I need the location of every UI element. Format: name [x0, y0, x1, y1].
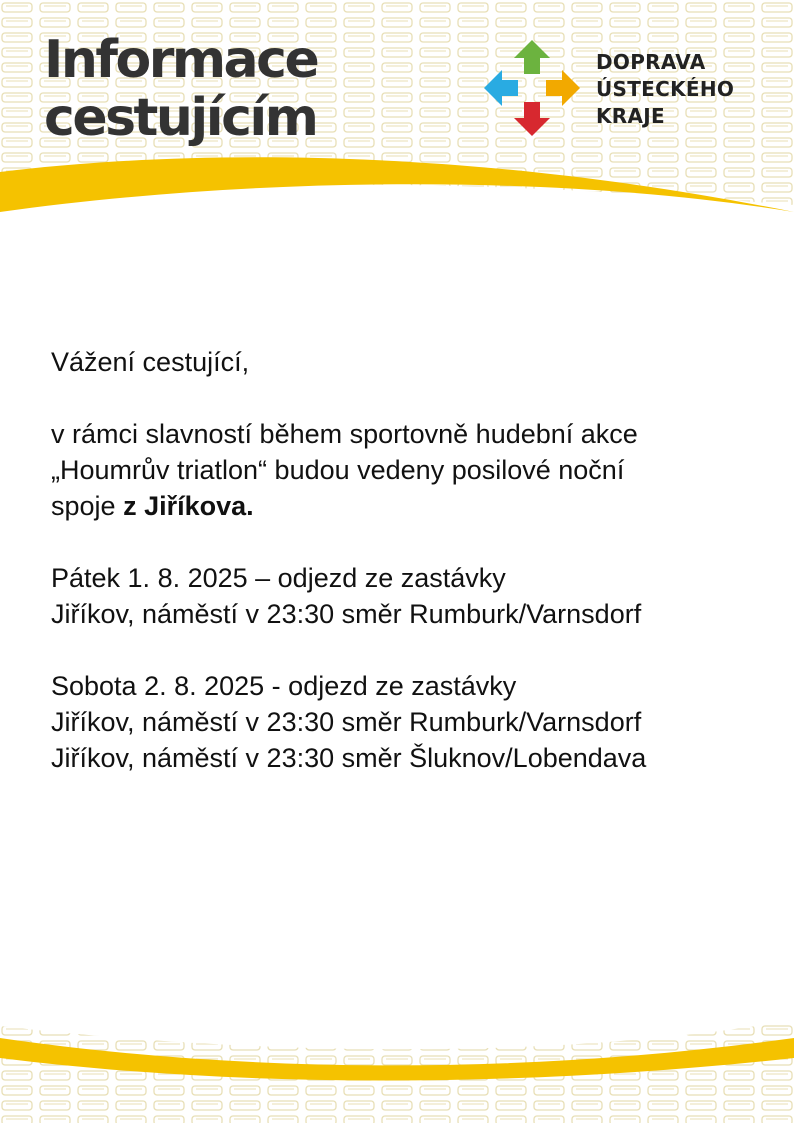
saturday-departure-2: Jiříkov, náměstí v 23:30 směr Šluknov/Lobendava — [51, 743, 647, 773]
intro-line-1: v rámci slavností během sportovně hudební akce — [51, 419, 638, 449]
friday-heading: Pátek 1. 8. 2025 – odjezd ze zastávky — [51, 563, 506, 593]
intro-line-3-prefix: spoje — [51, 491, 124, 521]
footer-background — [0, 1008, 794, 1123]
saturday-schedule — [51, 668, 781, 776]
brand-name-line-3: KRAJE — [596, 104, 665, 128]
friday-departure-1: Jiříkov, náměstí v 23:30 směr Rumburk/Varnsdorf — [51, 599, 642, 629]
intro-line-3-origin: z Jiříkova. — [123, 491, 254, 521]
page-title-line-2: cestujícím — [44, 88, 317, 148]
friday-schedule — [51, 560, 781, 632]
intro-line-3 — [51, 488, 781, 524]
greeting: Vážení cestující, — [51, 347, 250, 377]
intro-paragraph — [51, 416, 781, 524]
saturday-heading: Sobota 2. 8. 2025 - odjezd ze zastávky — [51, 671, 517, 701]
notice-body — [51, 344, 781, 812]
page-title-line-1: Informace — [44, 30, 318, 90]
greeting-paragraph — [51, 344, 781, 380]
intro-line-2: „Houmrův triatlon“ budou vedeny posilové noční — [51, 455, 625, 485]
doprava-logo-arrows-icon — [484, 40, 580, 136]
saturday-departure-1: Jiříkov, náměstí v 23:30 směr Rumburk/Varnsdorf — [51, 707, 642, 737]
brand-name-line-1: DOPRAVA — [596, 50, 706, 74]
brand-name-line-2: ÚSTECKÉHO — [596, 77, 735, 101]
